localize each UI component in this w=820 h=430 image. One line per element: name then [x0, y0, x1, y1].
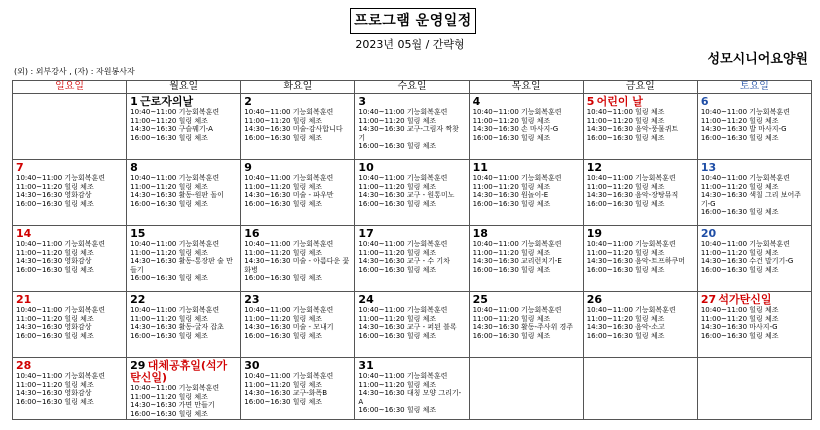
calendar-day-cell: [13, 358, 127, 420]
day-number: 26: [586, 293, 603, 306]
page-subtitle: 2023년 05월 / 간략형: [355, 38, 465, 51]
day-heading: [244, 161, 351, 174]
calendar-day-cell: [469, 292, 583, 358]
activity-line: 11:00~11:20 힐링 체조: [130, 314, 208, 323]
weekday-saturday: 토요일: [697, 81, 811, 94]
activity-line: 10:40~11:00 기능회복훈련: [130, 240, 220, 248]
activity-line: 14:30~16:30 수건 말기기-G: [700, 257, 794, 266]
day-number: 11: [472, 161, 488, 174]
calendar-day-cell: [355, 292, 469, 358]
day-number: 16: [244, 227, 260, 240]
activity-line: 11:00~11:20 힐링 체조: [244, 116, 322, 125]
activity-line: 16:00~16:30 힐링 체조: [16, 199, 94, 208]
activity-line: 11:00~11:20 힐링 체조: [472, 116, 551, 125]
activity-line: 14:30~16:30 음악-트프하쿠머: [586, 257, 685, 266]
activity-line: 11:00~11:20 힐링 체조: [700, 314, 779, 323]
activity-line: 10:40~11:00 힐링 체조: [586, 108, 665, 116]
activity-line: 16:00~16:30 힐링 체조: [130, 133, 208, 142]
activity-line: 16:00~16:30 힐링 체조: [700, 133, 779, 142]
activity-line: 10:40~11:00 기능회복훈련: [358, 372, 448, 380]
weekday-tuesday: 화요일: [241, 81, 355, 94]
activity-line: 14:30~16:30 구슬꿰기-A: [130, 125, 213, 134]
page-title: 프로그램 운영일정: [350, 8, 476, 34]
activity-line: 10:40~11:00 기능회복훈련: [700, 108, 790, 116]
day-number: 10: [358, 161, 374, 174]
activity-line: 10:40~11:00 기능회복훈련: [358, 174, 448, 182]
activity-line: 14:30~16:30 교리런치기-E: [472, 257, 562, 266]
activity-line: 10:40~11:00 기능회복훈련: [244, 108, 334, 116]
calendar-day-cell: [241, 226, 355, 292]
day-heading: [473, 227, 580, 240]
day-heading: [587, 95, 694, 108]
calendar-day-cell: [583, 160, 697, 226]
activity-line: 11:00~11:20 힐링 체조: [358, 380, 437, 389]
activity-line: 10:40~11:00 기능회복훈련: [586, 306, 676, 314]
activity-line: 16:00~16:30 힐링 체조: [244, 397, 322, 406]
activity-line: 16:00~16:30 힐링 체조: [358, 199, 437, 208]
day-number: 21: [16, 293, 32, 306]
activity-line: 11:00~11:20 힐링 체조: [244, 248, 322, 257]
activity-line: 16:00~16:30 힐링 체조: [244, 274, 322, 283]
activity-line: 16:00~16:30 힐링 체조: [358, 142, 437, 151]
day-heading: [244, 359, 351, 372]
activity-line: 10:40~11:00 기능회복훈련: [130, 306, 220, 314]
activity-line: 16:00~16:30 힐링 체조: [358, 265, 437, 274]
activity-line: 10:40~11:00 기능회복훈련: [244, 240, 334, 248]
activity-line: 16:00~16:30 힐링 체조: [16, 397, 94, 406]
weekday-wednesday: 수요일: [355, 81, 469, 94]
activity-line: 11:00~11:20 힐링 체조: [130, 116, 208, 125]
calendar-day-cell: [241, 358, 355, 420]
calendar-week-row: [13, 358, 812, 420]
activity-line: 10:40~11:00 기능회복훈련: [130, 384, 220, 392]
activity-line: 16:00~16:30 힐링 체조: [130, 331, 208, 340]
activity-line: 10:40~11:00 기능회복훈련: [472, 306, 562, 314]
activity-line: 11:00~11:20 힐링 체조: [472, 314, 551, 323]
activity-line: 14:30~16:30 교구 - 수 기차: [358, 257, 450, 266]
activity-line: 11:00~11:20 힐링 체조: [16, 182, 94, 191]
activity-line: 14:30~16:30 미술 - 아름다운 꽃 화병: [244, 257, 350, 274]
day-number: 13: [700, 161, 717, 174]
day-number: 17: [358, 227, 374, 240]
weekday-sunday: 일요일: [13, 81, 127, 94]
activity-line: 14:30~16:30 활동-굴자 잡초: [130, 323, 224, 332]
holiday-label: 어린이 날: [596, 95, 643, 108]
activity-line: 14:30~16:30 손 마사지-G: [472, 125, 559, 134]
activity-line: 14:30~16:30 음악-장탕뮤직: [586, 191, 679, 200]
calendar-week-row: [13, 292, 812, 358]
activity-line: 16:00~16:30 힐링 체조: [586, 133, 665, 142]
activity-line: 10:40~11:00 기능회복훈련: [472, 240, 562, 248]
activity-line: 14:30~16:30 가면 만들기: [130, 401, 215, 410]
activity-line: 10:40~11:00 기능회복훈련: [358, 240, 448, 248]
activity-line: 16:00~16:30 힐링 체조: [472, 133, 551, 142]
calendar-day-cell: [127, 358, 241, 420]
activity-line: 11:00~11:20 힐링 체조: [700, 248, 779, 257]
day-heading: [701, 161, 808, 174]
weekday-thursday: 목요일: [469, 81, 583, 94]
day-heading: [244, 95, 351, 108]
activity-line: 10:40~11:00 기능회복훈련: [700, 174, 790, 182]
calendar-day-cell: [13, 94, 127, 160]
activity-line: 14:30~16:30 영화감상: [16, 191, 92, 200]
day-heading: [130, 359, 237, 384]
activity-line: 16:00~16:30 힐링 체조: [586, 331, 665, 340]
activity-line: 16:00~16:30 힐링 체조: [358, 331, 437, 340]
day-heading: [587, 161, 694, 174]
day-heading: [244, 293, 351, 306]
activity-line: 10:40~11:00 기능회복훈련: [700, 240, 790, 248]
activity-line: 14:30~16:30 영화감상: [16, 257, 92, 266]
activity-line: 10:40~11:00 기능회복훈련: [130, 108, 220, 116]
activity-line: 11:00~11:20 힐링 체조: [244, 182, 322, 191]
calendar-day-cell: [697, 358, 811, 420]
calendar-day-cell: [469, 358, 583, 420]
day-heading: [244, 227, 351, 240]
activity-line: 14:30~16:30 음악-소고: [586, 323, 665, 332]
activity-line: 11:00~11:20 힐링 체조: [586, 182, 665, 191]
day-number: 1: [130, 95, 138, 108]
activity-line: 16:00~16:30 힐링 체조: [130, 274, 208, 283]
calendar-day-cell: [355, 94, 469, 160]
activity-line: 11:00~11:20 힐링 체조: [130, 392, 208, 401]
day-number: 14: [16, 227, 32, 240]
day-number: 5: [586, 95, 595, 108]
activity-line: 10:40~11:00 기능회복훈련: [244, 174, 334, 182]
activity-line: 14:30~16:30 교구-화폭B: [244, 389, 328, 398]
day-number: 22: [130, 293, 146, 306]
activity-line: 11:00~11:20 힐링 체조: [358, 248, 437, 257]
day-heading: [701, 95, 808, 108]
day-heading: [358, 227, 465, 240]
activity-line: 14:30~16:30 활동-원판 돌이: [130, 191, 224, 200]
day-heading: [358, 95, 465, 108]
calendar-day-cell: [127, 226, 241, 292]
day-heading: [130, 293, 237, 306]
day-number: 18: [472, 227, 488, 240]
calendar-day-cell: [241, 292, 355, 358]
day-number: 30: [244, 359, 260, 372]
day-number: 19: [586, 227, 603, 240]
calendar-day-cell: [583, 226, 697, 292]
day-heading: [16, 227, 123, 240]
day-heading: [473, 161, 580, 174]
holiday-label: 근로자의날: [140, 95, 194, 108]
activity-line: 14:30~16:30 음악-풍물퀴트: [586, 125, 679, 134]
calendar-day-cell: [355, 358, 469, 420]
activity-line: 11:00~11:20 힐링 체조: [700, 116, 779, 125]
calendar-day-cell: [697, 226, 811, 292]
activity-line: 16:00~16:30 힐링 체조: [130, 409, 208, 418]
day-number: 31: [358, 359, 374, 372]
activity-line: 11:00~11:20 힐링 체조: [16, 248, 94, 257]
day-heading: [587, 227, 694, 240]
day-number: 25: [472, 293, 488, 306]
activity-line: 16:00~16:30 힐링 체조: [16, 331, 94, 340]
activity-line: 14:30~16:30 영화감상: [16, 389, 92, 398]
calendar-day-cell: [127, 292, 241, 358]
activity-line: 11:00~11:20 힐링 체조: [244, 380, 322, 389]
activity-line: 10:40~11:00 기능회복훈련: [358, 108, 448, 116]
day-number: 8: [130, 161, 138, 174]
day-heading: [16, 293, 123, 306]
day-number: 4: [472, 95, 481, 108]
activity-line: 11:00~11:20 힐링 체조: [130, 182, 208, 191]
weekday-header-row: [13, 81, 812, 94]
day-heading: [16, 359, 123, 372]
day-heading: [130, 227, 237, 240]
day-number: 23: [244, 293, 260, 306]
calendar-day-cell: [583, 358, 697, 420]
activity-line: 16:00~16:30 힐링 체조: [244, 133, 322, 142]
activity-line: 14:30~16:30 미술-감사합니다: [244, 125, 343, 134]
activity-line: 11:00~11:20 힐링 체조: [472, 182, 551, 191]
calendar-day-cell: [355, 226, 469, 292]
activity-line: 16:00~16:30 힐링 체조: [472, 331, 551, 340]
activity-line: 11:00~11:20 힐링 체조: [358, 116, 437, 125]
calendar-day-cell: [13, 160, 127, 226]
day-number: 7: [16, 161, 24, 174]
calendar-week-row: [13, 160, 812, 226]
day-heading: [358, 359, 465, 372]
activity-line: 14:30~16:30 활동-통장판 술 만들기: [130, 257, 233, 274]
holiday-label: 석가탄신일: [718, 293, 772, 306]
day-heading: [473, 293, 580, 306]
activity-line: 16:00~16:30 힐링 체조: [700, 265, 779, 274]
activity-line: 11:00~11:20 힐링 체조: [244, 314, 322, 323]
calendar-day-cell: [697, 292, 811, 358]
day-heading: [130, 161, 237, 174]
activity-line: 16:00~16:30 힐링 체조: [586, 199, 665, 208]
activity-line: 16:00~16:30 힐링 체조: [586, 265, 665, 274]
day-heading: [358, 293, 465, 306]
activity-line: 14:30~16:30 원놀이-E: [472, 191, 549, 200]
weekday-friday: 금요일: [583, 81, 697, 94]
weekday-monday: 월요일: [127, 81, 241, 94]
calendar-day-cell: [13, 226, 127, 292]
activity-line: 16:00~16:30 힐링 체조: [130, 199, 208, 208]
activity-line: 10:40~11:00 힐링 체조: [700, 306, 779, 314]
activity-line: 14:30~16:30 교구-그림자 짝찾기: [358, 125, 459, 142]
activity-line: 10:40~11:00 기능회복훈련: [586, 174, 676, 182]
day-number: 3: [358, 95, 367, 108]
calendar-body: [13, 94, 812, 420]
day-number: 12: [586, 161, 603, 174]
day-number: 6: [700, 95, 709, 108]
calendar-day-cell: [469, 160, 583, 226]
activity-line: 16:00~16:30 힐링 체조: [358, 406, 437, 415]
activity-line: 16:00~16:30 힐링 체조: [472, 265, 551, 274]
activity-line: 11:00~11:20 힐링 체조: [16, 314, 94, 323]
activity-line: 14:30~16:30 마사지-G: [700, 323, 778, 332]
activity-line: 16:00~16:30 힐링 체조: [472, 199, 551, 208]
day-number: 29: [130, 359, 146, 372]
calendar-day-cell: [583, 94, 697, 160]
holiday-label: 대체공휴일(석가탄신일): [130, 359, 228, 384]
calendar-week-row: [13, 226, 812, 292]
calendar-day-cell: [469, 94, 583, 160]
calendar-day-cell: [241, 94, 355, 160]
activity-line: 10:40~11:00 기능회복훈련: [244, 372, 334, 380]
organization-name: 성모시니어요양원: [707, 52, 808, 67]
activity-line: 11:00~11:20 힐링 체조: [358, 182, 437, 191]
calendar-day-cell: [241, 160, 355, 226]
activity-line: 16:00~16:30 힐링 체조: [700, 331, 779, 340]
activity-line: 11:00~11:20 힐링 체조: [16, 380, 94, 389]
activity-line: 14:30~16:30 활동-주사위 경주: [472, 323, 574, 332]
day-number: 27: [700, 293, 717, 306]
activity-line: 11:00~11:20 힐링 체조: [586, 248, 665, 257]
calendar-day-cell: [469, 226, 583, 292]
activity-line: 11:00~11:20 힐링 체조: [586, 116, 665, 125]
day-heading: [130, 95, 237, 108]
activity-line: 14:30~16:30 발 마사지-G: [700, 125, 787, 134]
activity-line: 11:00~11:20 힐링 체조: [358, 314, 437, 323]
activity-line: 11:00~11:20 힐링 체조: [700, 182, 779, 191]
calendar-week-row: [13, 94, 812, 160]
day-number: 28: [16, 359, 32, 372]
activity-line: 10:40~11:00 기능회복훈련: [472, 174, 562, 182]
day-number: 20: [700, 227, 717, 240]
day-number: 15: [130, 227, 146, 240]
activity-line: 10:40~11:00 기능회복훈련: [16, 174, 106, 182]
activity-line: 10:40~11:00 기능회복훈련: [244, 306, 334, 314]
calendar-day-cell: [583, 292, 697, 358]
activity-line: 10:40~11:00 기능회복훈련: [472, 108, 562, 116]
calendar-day-cell: [127, 160, 241, 226]
activity-line: 16:00~16:30 힐링 체조: [244, 331, 322, 340]
calendar-day-cell: [355, 160, 469, 226]
calendar-day-cell: [13, 292, 127, 358]
day-heading: [16, 161, 123, 174]
day-number: 24: [358, 293, 374, 306]
activity-line: 14:30~16:30 교구 - 퍼된 블록: [358, 323, 457, 332]
activity-line: 10:40~11:00 기능회복훈련: [358, 306, 448, 314]
activity-line: 10:40~11:00 기능회복훈련: [16, 306, 106, 314]
calendar-day-cell: [127, 94, 241, 160]
activity-line: 10:40~11:00 기능회복훈련: [586, 240, 676, 248]
legend-note: (외) : 외부강사 , (자) : 자원봉사자: [14, 67, 135, 76]
day-number: 2: [244, 95, 252, 108]
calendar-day-cell: [697, 160, 811, 226]
day-heading: [701, 293, 808, 306]
activity-line: 11:00~11:20 힐링 체조: [472, 248, 551, 257]
activity-line: 14:30~16:30 색칠 그리 보어주기-G: [700, 191, 802, 208]
day-heading: [587, 293, 694, 306]
activity-line: 11:00~11:20 힐링 체조: [586, 314, 665, 323]
day-heading: [473, 95, 580, 108]
activity-line: 16:00~16:30 힐링 체조: [700, 208, 779, 217]
calendar-table: [12, 80, 812, 420]
activity-line: 11:00~11:20 힐링 체조: [130, 248, 208, 257]
activity-line: 14:30~16:30 미술 - 모내기: [244, 323, 334, 332]
activity-line: 14:30~16:30 교구 - 원통미노: [358, 191, 455, 200]
activity-line: 10:40~11:00 기능회복훈련: [16, 372, 106, 380]
activity-line: 10:40~11:00 기능회복훈련: [130, 174, 220, 182]
activity-line: 16:00~16:30 힐링 체조: [16, 265, 94, 274]
calendar-day-cell: [697, 94, 811, 160]
day-heading: [358, 161, 465, 174]
activity-line: 14:30~16:30 대칭 모양 그리기-A: [358, 389, 462, 406]
day-heading: [701, 227, 808, 240]
activity-line: 10:40~11:00 기능회복훈련: [16, 240, 106, 248]
activity-line: 14:30~16:30 미술 - 파우만: [244, 191, 334, 200]
day-number: 9: [244, 161, 252, 174]
activity-line: 16:00~16:30 힐링 체조: [244, 199, 322, 208]
activity-line: 14:30~16:30 영화감상: [16, 323, 92, 332]
